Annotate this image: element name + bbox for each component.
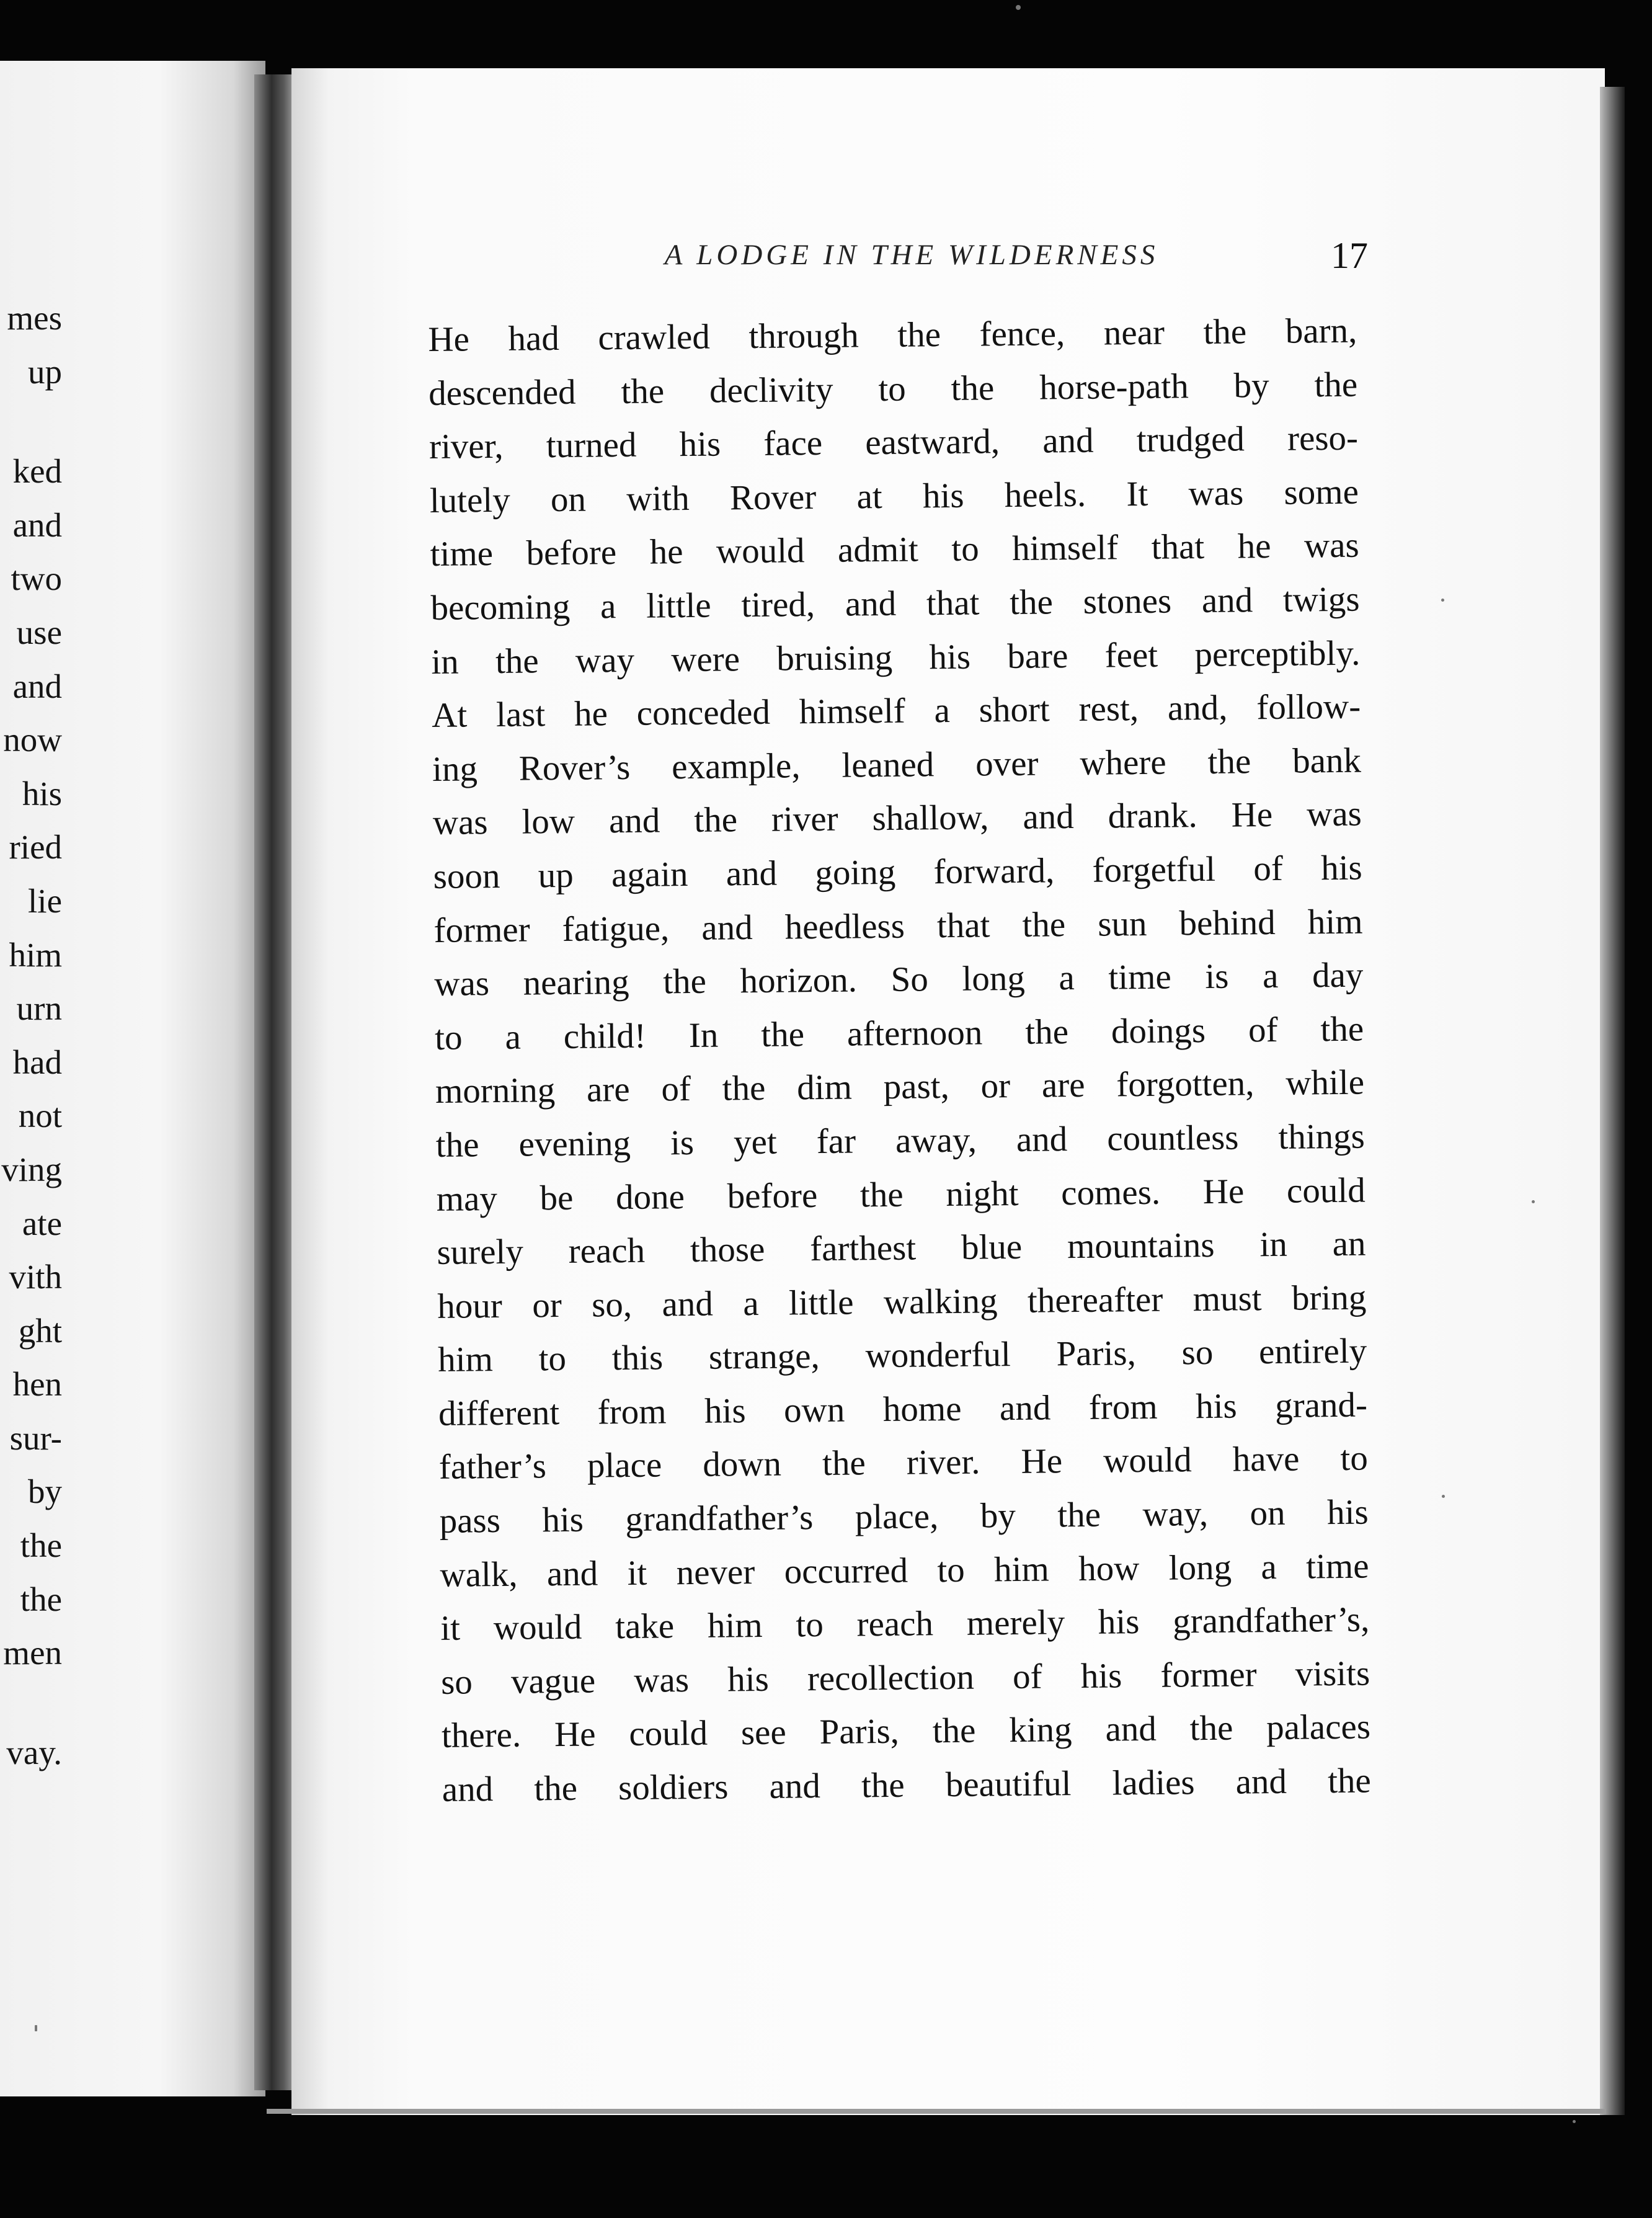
text-line: father’s place down the river. He would have to (438, 1439, 1369, 1487)
text-line: in the way were bruising his bare feet perceptibly. (431, 633, 1361, 682)
text-line: so vague was his recollection of his former visits (440, 1654, 1370, 1702)
left-fragment: vith (9, 1258, 62, 1296)
text-line: walk, and it never occurred to him how long a time (440, 1546, 1369, 1595)
text-line: former fatigue, and heedless that the sun behind him (433, 902, 1363, 950)
left-fragment: him (9, 935, 62, 974)
left-fragment: men (3, 1634, 62, 1672)
left-fragment: sur- (9, 1419, 62, 1457)
left-fragment: and (12, 667, 62, 705)
left-fragment: ving (1, 1150, 62, 1188)
text-line: was low and the river shallow, and drank. He was (432, 794, 1362, 843)
left-page-text (0, 292, 62, 1779)
text-line: soon up again and going forward, forgetful of his (433, 848, 1362, 896)
page-bottom-edge (267, 2109, 1606, 2114)
text-line: different from his own home and from his grand- (438, 1385, 1368, 1433)
running-head: A LODGE IN THE WILDERNESS (664, 239, 1159, 271)
text-line: river, turned his face eastward, and trudged reso- (429, 418, 1359, 467)
text-line: surely reach those farthest blue mountains in an (437, 1224, 1366, 1273)
scan-speck (1441, 599, 1444, 602)
left-fragment: mes (7, 299, 62, 337)
left-fragment: ate (22, 1204, 62, 1242)
scan-speck (1016, 5, 1021, 10)
text-line: was nearing the horizon. So long a time is a day (434, 955, 1364, 1004)
text-line: and the soldiers and the beautiful ladies and the (442, 1761, 1372, 1809)
left-fragment (0, 1680, 62, 1726)
left-fragment: had (12, 1043, 62, 1081)
left-fragment: ried (9, 828, 62, 866)
text-line: descended the declivity to the horse-path by the (428, 365, 1358, 413)
left-fragment: the (20, 1580, 62, 1618)
text-line: pass his grandfather’s place, by the way, on his (439, 1492, 1369, 1541)
scan-speck (1532, 1200, 1535, 1203)
left-fragment: hen (12, 1365, 62, 1404)
text-line: He had crawled through the fence, near the barn, (428, 311, 1357, 359)
scan-speck (35, 2025, 37, 2031)
left-fragment: by (28, 1472, 62, 1511)
left-fragment: ked (12, 452, 62, 491)
text-line: morning are of the dim past, or are forgotten, while (435, 1062, 1365, 1111)
text-line: him to this strange, wonderful Paris, so entirely (437, 1331, 1367, 1380)
left-fragment: and (12, 506, 62, 544)
text-line: the evening is yet far away, and countless things (435, 1116, 1366, 1165)
left-fragment: two (11, 559, 62, 598)
text-line: becoming a little tired, and that the stones and twigs (430, 579, 1360, 628)
scan-speck (1442, 1495, 1445, 1498)
scan-speck (1573, 2120, 1576, 2123)
text-line: it would take him to reach merely his grandfather’s, (440, 1600, 1370, 1649)
left-fragment: his (22, 774, 62, 813)
left-fragment: use (16, 613, 62, 651)
text-line: ing Rover’s example, leaned over where the bank (432, 741, 1362, 789)
left-fragment: now (3, 721, 62, 759)
left-fragment (0, 399, 62, 445)
left-fragment: ght (18, 1311, 62, 1350)
text-line: lutely on with Rover at his heels. It was some (429, 472, 1359, 520)
left-fragment: urn (16, 989, 62, 1028)
body-text (428, 305, 1371, 1817)
left-fragment: the (20, 1526, 62, 1565)
text-line: time before he would admit to himself that he was (430, 525, 1359, 574)
text-line: to a child! In the afternoon the doings of the (434, 1009, 1364, 1058)
text-line: hour or so, and a little walking thereafter must bring (437, 1278, 1367, 1326)
page-number: 17 (1331, 235, 1368, 276)
left-fragment: vay. (6, 1733, 62, 1771)
left-fragment: lie (28, 881, 62, 920)
left-fragment: not (18, 1097, 62, 1135)
left-fragment: up (28, 352, 62, 391)
text-line: there. He could see Paris, the king and the palaces (441, 1707, 1371, 1756)
text-line: may be done before the night comes. He could (436, 1170, 1366, 1219)
page-edge (1600, 87, 1625, 2115)
text-line: At last he conceded himself a short rest, and, follow- (431, 687, 1361, 736)
